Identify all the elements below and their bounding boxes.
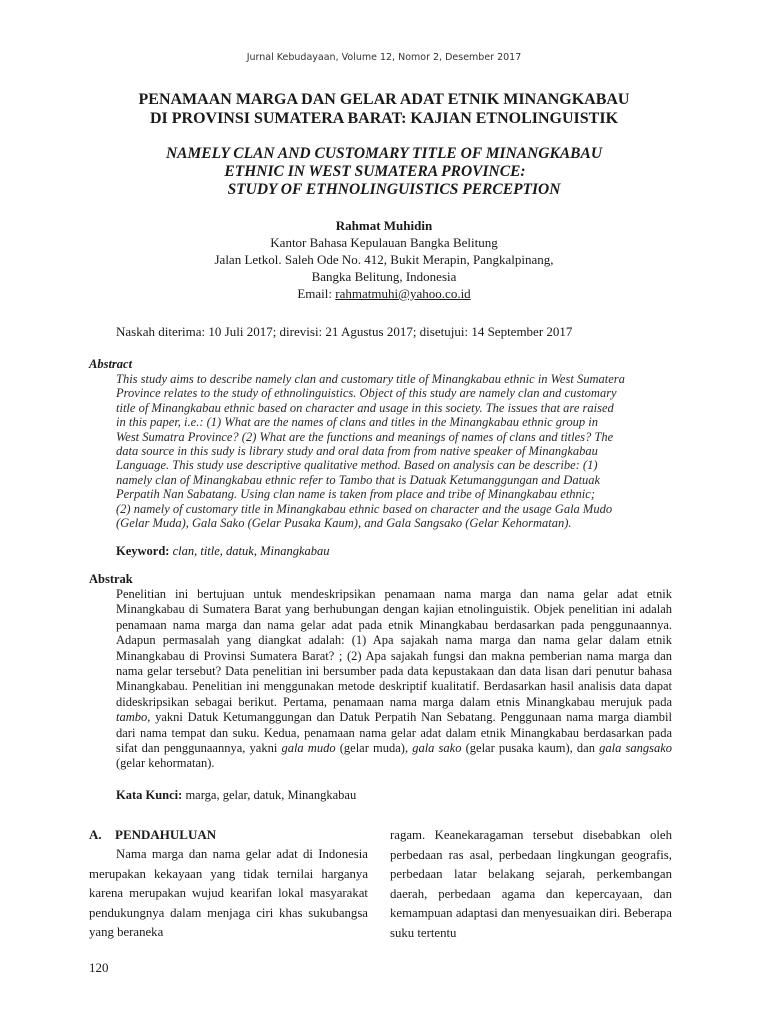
abstract-line: Perpatih Nan Sabatang. Using clan name is taken from place and tribe of Minangkabau ethnic; (116, 487, 595, 502)
author-address: Bangka Belitung, Indonesia (311, 269, 457, 284)
abstract-line: (2) namely of customary title in Minangkabau ethnic based on character and the usage Gala Mudo (116, 501, 613, 516)
abstract-line: data source in this sudy is library study and oral data from from native speaker of Minangkabau (116, 444, 598, 459)
abstract-line: (Gelar Muda), Gala Sako (Gelar Pusaka Kaum), and Gala Sangsako (Gelar Kehormatan). (116, 516, 572, 531)
abstrak-body (116, 587, 672, 772)
submission-dates: Naskah diterima: 10 Juli 2017; direvisi: 21 Agustus 2017; disetujui: 14 September 2017 (116, 324, 573, 339)
abstract-line: title of Minangkabau ethnic based on character and usage in this society. The issues that are raised (116, 400, 614, 415)
author-block (0, 217, 768, 302)
author-name: Rahmat Muhidin (335, 218, 433, 233)
section-title: PENDAHULUAN (115, 827, 217, 842)
abstract-body (116, 372, 672, 530)
abstrak-text: (gelar pusaka kaum), dan (461, 741, 600, 756)
abstrak-italic-term: gala sako (412, 741, 462, 756)
title-english-line: ETHNIC IN WEST SUMATERA PROVINCE: (224, 163, 526, 180)
abstract-heading: Abstract (89, 357, 133, 371)
abstract-line: Province relates to the study of ethnolinguistics. Object of this study are namely clan and customary (116, 386, 617, 401)
title-english-line: NAMELY CLAN AND CUSTOMARY TITLE OF MINANGKABAU (165, 145, 603, 162)
email-label: Email: (297, 286, 336, 301)
kata-kunci-line (116, 788, 356, 803)
running-header: Jurnal Kebudayaan, Volume 12, Nomor 2, Desember 2017 (246, 52, 522, 63)
section-number: A. (89, 827, 102, 842)
abstrak-text: (gelar muda), (335, 741, 413, 756)
title-english-line: STUDY OF ETHNOLINGUISTICS PERCEPTION (227, 181, 561, 198)
keyword-value: clan, title, datuk, Minangkabau (169, 544, 330, 558)
section-heading (89, 827, 216, 843)
body-column-left: Nama marga dan nama gelar adat di Indonesia merupakan kekayaan yang tidak ternilai harganya karena merupakan wujud kearifan lokal masyarakat pendukungnya dalam menjaga ciri khas sukubangsa yang beraneka (89, 847, 368, 940)
abstrak-text: (gelar kehormatan). (116, 756, 215, 771)
author-email-line (0, 285, 768, 302)
abstract-line: in this paper, i.e.: (1) What are the names of clans and titles in the Minangkabau ethnic group in (116, 415, 598, 430)
abstrak-text: , yakni Datuk Ketumanggungan dan Datuk Perpatih Nan Sebatang. Penggunaan nama marga diambil dari nama tempat dan suku. Kedua, penamaan nama gelar adat dalam etnik Minangkabau berdasarkan pada sifat dan penggunaannya, yakni (116, 710, 672, 756)
page-number: 120 (89, 960, 109, 975)
author-address: Jalan Letkol. Saleh Ode No. 412, Bukit Merapin, Pangkalpinang, (214, 252, 554, 267)
abstrak-italic-term: gala sangsako (599, 741, 673, 756)
author-affiliation: Kantor Bahasa Kepulauan Bangka Belitung (270, 235, 498, 250)
abstract-line: West Sumatra Province? (2) What are the functions and meanings of names of clans and titles? The (116, 429, 614, 444)
kata-kunci-value: marga, gelar, datuk, Minangkabau (182, 788, 357, 802)
abstrak-italic-term: tambo (116, 710, 148, 725)
abstrak-text: Penelitian ini bertujuan untuk mendeskripsikan penamaan nama marga dan nama gelar adat etnik Minangkabau di Sumatera Barat yang berhubungan dengan kajian etnolinguistik. Objek penelitian ini adalah penamaan nama marga dan nama gelar adat pada etnik Minangkabau berdasarkan pada penggunaannya. Adapun permasalah yang diangkat adalah: (1) Apa sajakah nama marga dan nama gelar dalam etnik Minangkabau di Provinsi Sumatera Barat? ; (2) Apa sajakah fungsi dan makna pemberian nama marga dan nama gelar tersebut? Data penelitian ini bersumber pada data kepustakaan dan data lisan dari penutur bahasa Minangkabau. Penelitian ini menggunakan metode deskriptif kualitatif. Berdasarkan hasil analisis data dapat dideskripsikan sebagai berikut. Pertama, penamaan nama marga dalam etnis Minangkabau merujuk pada (116, 587, 672, 709)
abstract-line: This study aims to describe namely clan and customary title of Minangkabau ethnic in West Sumatera (116, 372, 625, 386)
title-indonesian-line: PENAMAAN MARGA DAN GELAR ADAT ETNIK MINANGKABAU (138, 91, 630, 108)
abstrak-italic-term: gala mudo (281, 741, 336, 756)
body-column-right: ragam. Keanekaragaman tersebut disebabkan oleh perbedaan ras asal, perbedaan lingkungan geografis, perbedaan latar belakang sejarah, perkembangan daerah, perbedaan agama dan kepercayaan, dan kemampuan adaptasi dan menyesuaikan diri. Beberapa suku tertentu (390, 828, 672, 940)
title-indonesian-line: DI PROVINSI SUMATERA BARAT: KAJIAN ETNOLINGUISTIK (149, 110, 619, 127)
abstrak-heading: Abstrak (89, 572, 133, 586)
kata-kunci-label: Kata Kunci: (116, 788, 183, 802)
title-english (0, 145, 768, 199)
title-indonesian (0, 90, 768, 128)
abstract-line: Language. This study use descriptive qualitative method. Based on analysis can be describe: (1) (116, 458, 598, 473)
abstract-line: namely clan of Minangkabau ethnic refer to Tambo that is Datuak Ketumanggungan and Datuak (116, 472, 601, 487)
email-link[interactable]: rahmatmuhi@yahoo.co.id (335, 286, 471, 301)
keyword-label: Keyword: (116, 544, 170, 558)
keyword-line (116, 544, 330, 559)
